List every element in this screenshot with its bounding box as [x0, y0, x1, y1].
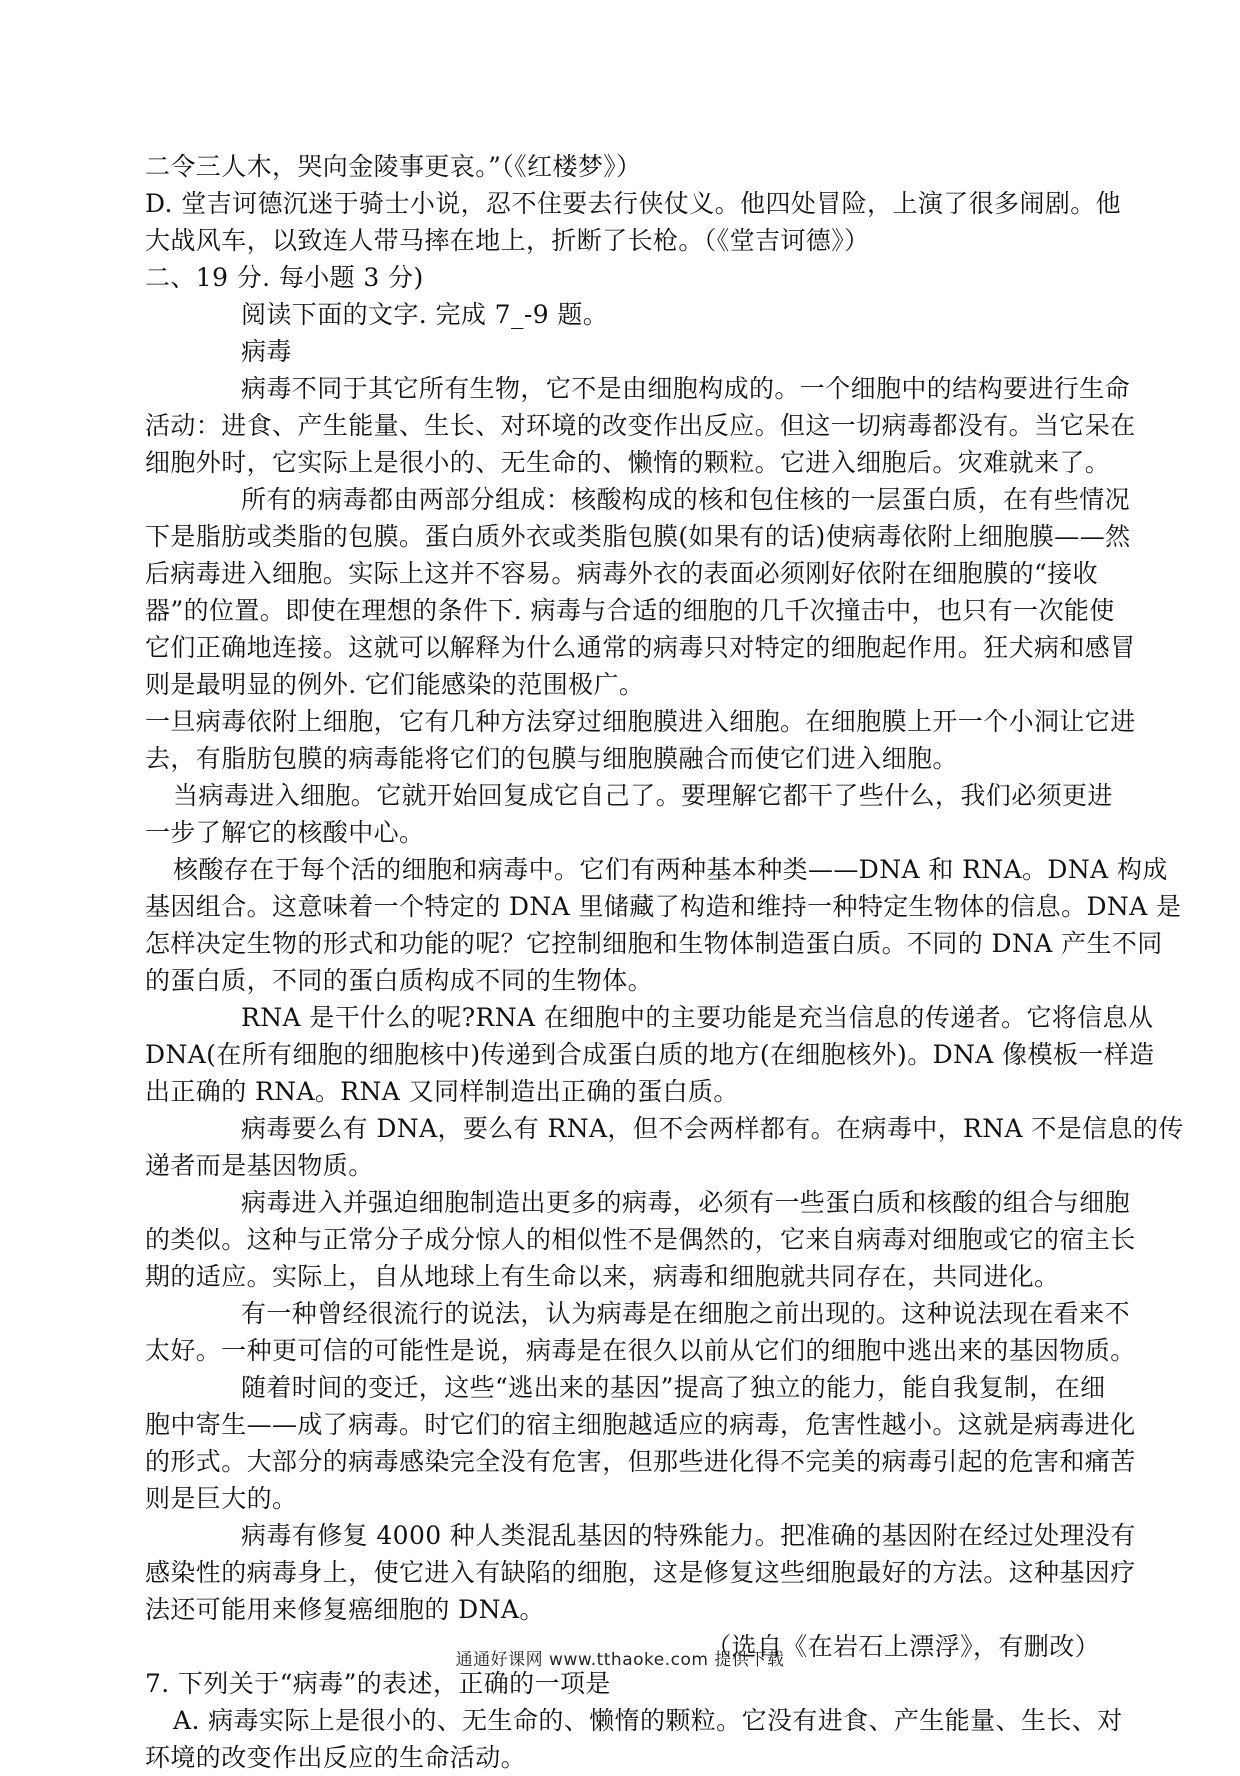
- text-line: 期的适应。实际上，自从地球上有生命以来，病毒和细胞就共同存在，共同进化。: [145, 1262, 1060, 1291]
- text-line: 当病毒进入细胞。它就开始回复成它自己了。要理解它都干了些什么，我们必须更进: [173, 781, 1113, 810]
- source-citation: （选自《在岩石上漂浮》，有删改）: [706, 1632, 1100, 1661]
- text-line: 病毒要么有 DNA，要么有 RNA，但不会两样都有。在病毒中，RNA 不是信息的传: [241, 1114, 1184, 1143]
- text-line: 活动：进食、产生能量、生长、对环境的改变作出反应。但这一切病毒都没有。当它呆在: [145, 411, 1136, 440]
- text-line: 后病毒进入细胞。实际上这并不容易。病毒外衣的表面必须刚好依附在细胞膜的“接收: [145, 559, 1098, 588]
- text-line: 的类似。这种与正常分子成分惊人的相似性不是偶然的，它来自病毒对细胞或它的宿主长: [145, 1225, 1136, 1254]
- text-line: 病毒有修复 4000 种人类混乱基因的特殊能力。把准确的基因附在经过处理没有: [241, 1521, 1136, 1550]
- section-heading: 二、19 分. 每小题 3 分): [145, 263, 424, 292]
- question-stem: 7. 下列关于“病毒”的表述，正确的一项是: [145, 1669, 611, 1698]
- text-line: 病毒不同于其它所有生物，它不是由细胞构成的。一个细胞中的结构要进行生命: [241, 374, 1131, 403]
- page-footer: 通通好课网 www.tthaoke.com 提供下载: [455, 1650, 785, 1670]
- text-line: 所有的病毒都由两部分组成：核酸构成的核和包住核的一层蛋白质，在有些情况: [241, 485, 1131, 514]
- text-line: 法还可能用来修复癌细胞的 DNA。: [145, 1595, 545, 1624]
- text-line: 去，有脂肪包膜的病毒能将它们的包膜与细胞膜融合而使它们进入细胞。: [145, 744, 958, 773]
- option-a: A. 病毒实际上是很小的、无生命的、懒惰的颗粒。它没有进食、产生能量、生长、对: [173, 1706, 1123, 1735]
- article-title: 病毒: [241, 337, 292, 366]
- text-line: 细胞外时，它实际上是很小的、无生命的、懒惰的颗粒。它进入细胞后。灾难就来了。: [145, 448, 1111, 477]
- text-line: 基因组合。这意味着一个特定的 DNA 里储藏了构造和维持一种特定生物体的信息。DNA 是: [145, 892, 1182, 921]
- text-line: 病毒进入并强迫细胞制造出更多的病毒，必须有一些蛋白质和核酸的组合与细胞: [241, 1188, 1131, 1217]
- text-line: 的形式。大部分的病毒感染完全没有危害，但那些进化得不完美的病毒引起的危害和痛苦: [145, 1447, 1136, 1476]
- text-line: 胞中寄生——成了病毒。时它们的宿主细胞越适应的病毒，危害性越小。这就是病毒进化: [145, 1410, 1136, 1439]
- text-line: 下是脂肪或类脂的包膜。蛋白质外衣或类脂包膜(如果有的话)使病毒依附上细胞膜——然: [145, 522, 1131, 551]
- text-line: 器”的位置。即使在理想的条件下. 病毒与合适的细胞的几千次撞击中，也只有一次能使: [145, 596, 1115, 625]
- text-line: 出正确的 RNA。RNA 又同样制造出正确的蛋白质。: [145, 1077, 739, 1106]
- text-line: 一步了解它的核酸中心。: [145, 818, 425, 847]
- text-line: 则是巨大的。: [145, 1484, 298, 1513]
- option-a-continued: 环境的改变作出反应的生命活动。: [145, 1743, 527, 1772]
- text-line: 则是最明显的例外. 它们能感染的范围极广。: [145, 670, 645, 699]
- text-line: 它们正确地连接。这就可以解释为什么通常的病毒只对特定的细胞起作用。狂犬病和感冒: [145, 633, 1136, 662]
- text-line: 有一种曾经很流行的说法，认为病毒是在细胞之前出现的。这种说法现在看来不: [241, 1299, 1131, 1328]
- text-line: 的蛋白质，不同的蛋白质构成不同的生物体。: [145, 966, 654, 995]
- text-line: 大战风车，以致连人带马摔在地上，折断了长枪。（《堂吉诃德》）: [145, 226, 870, 255]
- instruction-line: 阅读下面的文字. 完成 7_-9 题。: [241, 300, 609, 329]
- text-line: 二令三人木，哭向金陵事更哀。”（《红楼梦》）: [145, 152, 642, 181]
- text-line: 递者而是基因物质。: [145, 1151, 374, 1180]
- text-line: 一旦病毒依附上细胞，它有几种方法穿过细胞膜进入细胞。在细胞膜上开一个小洞让它进: [145, 707, 1136, 736]
- text-line: 感染性的病毒身上，使它进入有缺陷的细胞，这是修复这些细胞最好的方法。这种基因疗: [145, 1558, 1136, 1587]
- text-line: 核酸存在于每个活的细胞和病毒中。它们有两种基本种类——DNA 和 RNA。DNA 构成: [173, 855, 1168, 884]
- text-line: RNA 是干什么的呢?RNA 在细胞中的主要功能是充当信息的传递者。它将信息从: [241, 1003, 1154, 1032]
- text-line: DNA(在所有细胞的细胞核中)传递到合成蛋白质的地方(在细胞核外)。DNA 像模板一样造: [145, 1040, 1155, 1069]
- text-line: 太好。一种更可信的可能性是说，病毒是在很久以前从它们的细胞中逃出来的基因物质。: [145, 1336, 1136, 1365]
- document-body: [145, 148, 1184, 1776]
- text-line: 怎样决定生物的形式和功能的呢？它控制细胞和生物体制造蛋白质。不同的 DNA 产生不同: [145, 929, 1163, 958]
- text-line: D. 堂吉诃德沉迷于骑士小说，忍不住要去行侠仗义。他四处冒险，上演了很多闹剧。他: [145, 189, 1122, 218]
- text-line: 随着时间的变迁，这些“逃出来的基因”提高了独立的能力，能自我复制，在细: [241, 1373, 1106, 1402]
